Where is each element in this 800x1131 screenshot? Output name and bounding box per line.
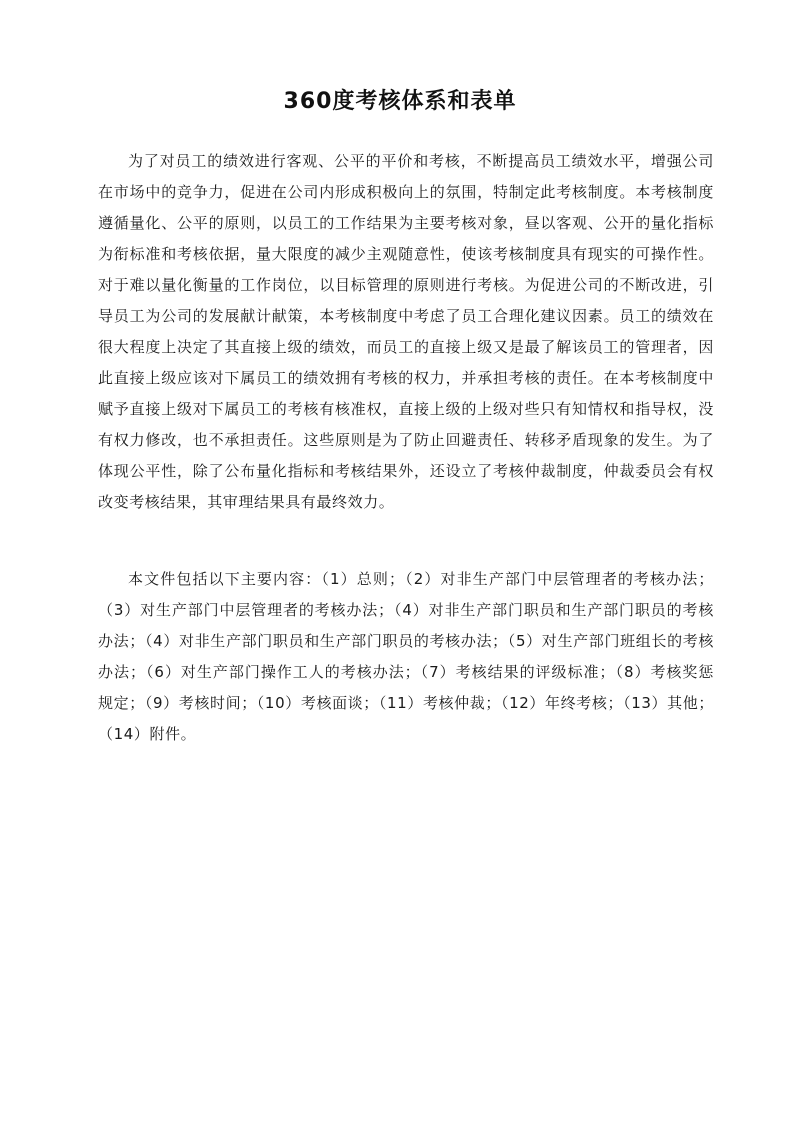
document-title: 360度考核体系和表单 [283,89,517,114]
intro-paragraph: 为了对员工的绩效进行客观、公平的平价和考核，不断提高员工绩效水平，增强公司在市场中的竞争力，促进在公司内形成积极向上的氛围，特制定此考核制度。本考核制度遵循量化、公平的原则，以员工的工作结果为主要考核对象，昼以客观、公开的量化指标为衔标准和考核依据，量大限度的减少主观随意性，使该考核制度具有现实的可操作性。对于难以量化衡量的工作岗位，以目标管理的原则进行考核。为促进公司的不断改进，引导员工为公司的发展献计献策，本考核制度中考虑了员工合理化建议因素。员工的绩效在很大程度上决定了其直接上级的绩效，而员工的直接上级又是最了解该员工的管理者，因此直接上级应该对下属员工的绩效拥有考核的权力，并承担考核的责任。在本考核制度中赋予直接上级对下属员工的考核有核准权，直接上级的上级对些只有知情权和指导权，没有权力修改，也不承担责任。这些原则是为了防止回避责任、转移矛盾现象的发生。为了体现公平性，除了公布量化指标和考核结果外，还设立了考核仲裁制度，仲裁委员会有权改变考核结果，其审理结果具有最终效力。 [98,152,714,511]
contents-paragraph: 本文件包括以下主要内容：（1）总则；（2）对非生产部门中层管理者的考核办法；（3）对生产部门中层管理者的考核办法；（4）对非生产部门职员和生产部门职员的考核办法；（4）对非生产部门职员和生产部门职员的考核办法；（5）对生产部门班组长的考核办法；（6）对生产部门操作工人的考核办法；（7）考核结果的评级标准；（8）考核奖惩规定；（9）考核时间；（10）考核面谈；（11）考核仲裁；（12）年终考核；（13）其他；（14）附件。 [98,570,714,743]
